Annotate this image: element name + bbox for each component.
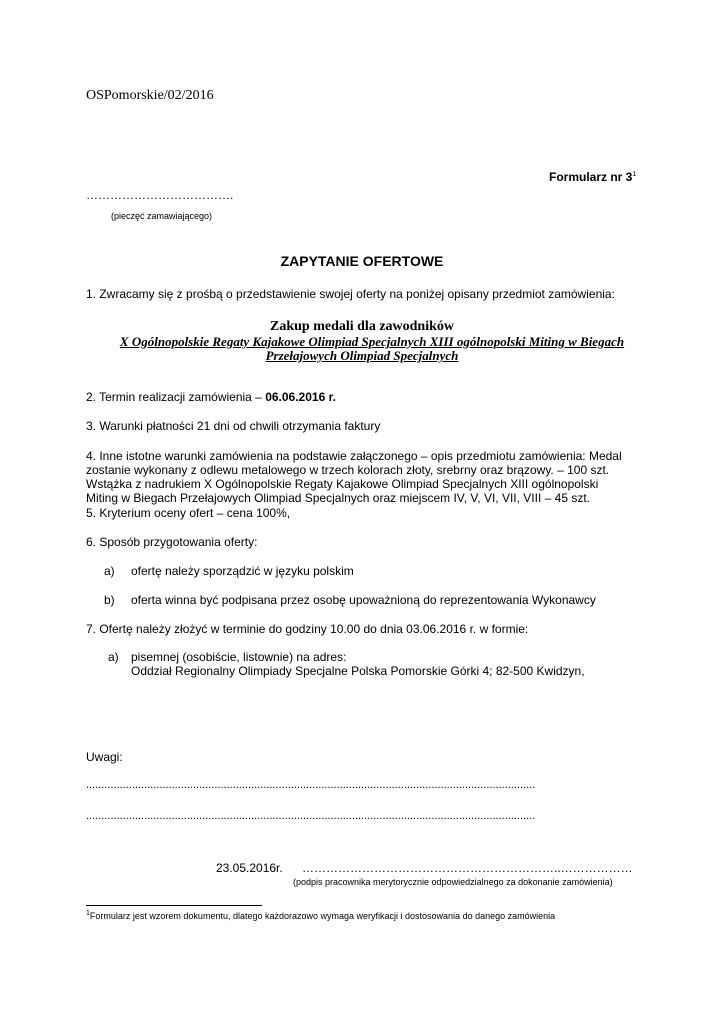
document-title	[0, 253, 724, 269]
paragraph-6a-marker: a)	[104, 564, 115, 578]
document-title-text: ZAPYTANIE OFERTOWE	[280, 253, 444, 269]
paragraph-4-line-3: Wstążka z nadrukiem X Ogólnopolskie Regaty Kajakowe Olimpiad Specjalnych XIII ogólnopolski	[86, 477, 599, 491]
paragraph-7: 7. Ofertę należy złożyć w terminie do godziny 10.00 do dnia 03.06.2016 r. w formie:	[86, 622, 529, 636]
subject-title	[0, 319, 724, 335]
paragraph-2	[86, 390, 336, 404]
footnote-mark: 1	[86, 910, 90, 917]
subject-title-text: Zakup medali dla zawodników	[270, 319, 454, 334]
subject-line-2	[0, 348, 724, 364]
footnote	[86, 910, 555, 921]
reference-number: OSPomorskie/02/2016	[86, 88, 214, 103]
paragraph-1: 1. Zwracamy się z prośbą o przedstawienie swojej oferty na poniżej opisany przedmiot zamówienia:	[86, 287, 615, 301]
paragraph-4-line-4: Miting w Biegach Przełajowych Olimpiad Specjalnych oraz miejscem IV, V, VI, VII, VIII – 45 szt.	[86, 491, 590, 505]
subject-line-2-text: Przełajowych Olimpiad Specjalnych	[265, 348, 459, 363]
delivery-date: 06.06.2016 r.	[265, 390, 336, 404]
remarks-line-2: ...................................................................................................................................................	[86, 810, 536, 822]
paragraph-4-line-2: zostanie wykonany z odlewu metalowego w trzech kolorach złoty, srebrny oraz brązowy. – 100 szt.	[86, 463, 610, 477]
form-label-text: Formularz nr 3	[549, 170, 633, 184]
remarks-label: Uwagi:	[86, 750, 123, 764]
footnote-text: Formularz jest wzorem dokumentu, dlatego każdorazowo wymaga weryfikacji i dostosowania do danego zamówienia	[89, 911, 556, 921]
paragraph-4-line-1: 4. Inne istotne warunki zamówienia na podstawie załączonego – opis przedmiotu zamówienia: Medal	[86, 449, 622, 463]
signature-label: (podpis pracownika merytorycznie odpowiedzialnego za dokonanie zamówienia)	[293, 877, 613, 887]
paragraph-7a-marker: a)	[108, 650, 119, 664]
paragraph-3: 3. Warunki płatności 21 dni od chwili otrzymania faktury	[86, 419, 381, 433]
stamp-dots: ……………………………….	[86, 188, 234, 202]
paragraph-7a-line-1: pisemnej (osobiście, listownie) na adres:	[131, 650, 347, 664]
paragraph-5: 5. Kryterium oceny ofert – cena 100%,	[86, 506, 291, 520]
footnote-separator	[86, 905, 262, 906]
paragraph-6a: ofertę należy sporządzić w języku polskim	[131, 564, 354, 578]
signature-date: 23.05.2016r.	[216, 861, 283, 875]
subject-line-1-text: X Ogólnopolskie Regaty Kajakowe Olimpiad Specjalnych XIII ogólnopolski Miting w Biegach	[119, 334, 625, 349]
form-footnote-mark: 1	[632, 171, 637, 178]
remarks-line-1: ...................................................................................................................................................	[86, 779, 536, 791]
paragraph-2-text: 2. Termin realizacji zamówienia –	[86, 390, 266, 404]
paragraph-7a-line-2: Oddział Regionalny Olimpiady Specjalne Polska Pomorskie Górki 4; 82-500 Kwidzyn,	[131, 664, 585, 678]
form-label	[549, 170, 636, 184]
signature-dots: ………………………………………………………..………………	[302, 861, 633, 875]
paragraph-6b: oferta winna być podpisana przez osobę upoważnioną do reprezentowania Wykonawcy	[131, 593, 596, 607]
paragraph-6b-marker: b)	[104, 593, 115, 607]
stamp-label: (pieczęć zamawiającego)	[111, 211, 213, 221]
paragraph-6: 6. Sposób przygotowania oferty:	[86, 535, 258, 549]
